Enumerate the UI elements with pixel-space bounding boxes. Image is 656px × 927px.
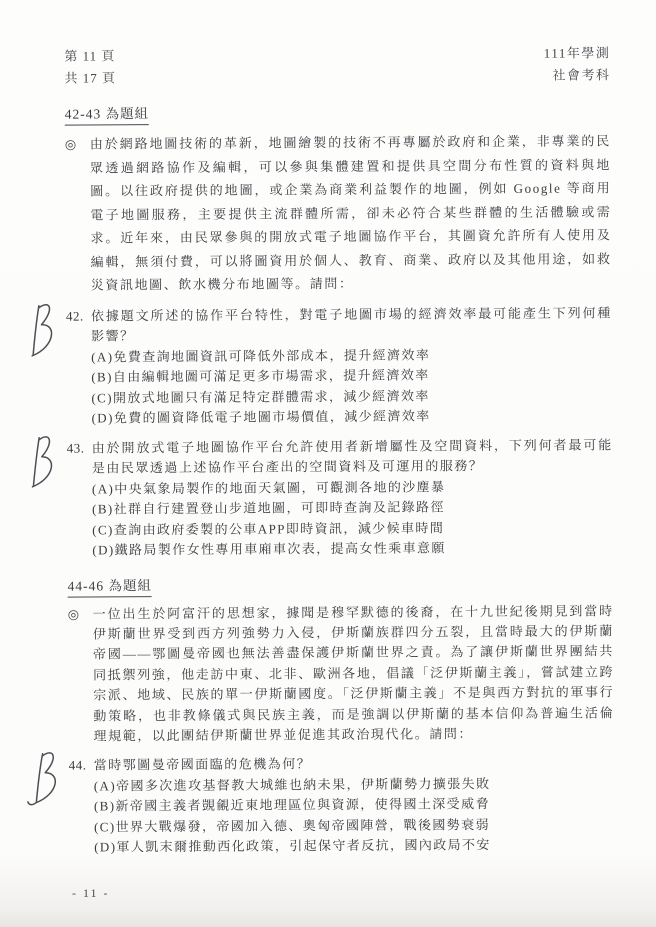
option-b: (B)自由編輯地圖可滿足更多市場需求，提升經濟效率: [91, 367, 430, 385]
question-number: 44.: [68, 757, 87, 773]
passage: [68, 601, 615, 747]
question-43: [67, 435, 614, 561]
handwritten-answer-B-icon: [22, 300, 58, 362]
handwritten-answer-B-icon: [23, 432, 59, 494]
question-stem-row: [67, 435, 613, 479]
option-a: (A)帝國多次進攻基督教大城維也納未果，伊斯蘭勢力擴張失敗: [93, 775, 491, 794]
option-c: (C)世界大戰爆發，帝國加入德、奧匈帝國陣營，戰後國勢衰弱: [94, 816, 491, 835]
option-c: (C)查詢由政府委製的公車APP即時資訊，減少候車時間: [92, 519, 445, 537]
question-44: [69, 753, 616, 859]
passage-marker-icon: ◎: [64, 136, 77, 152]
group-title: 44-46 為題組: [68, 576, 153, 598]
exam-subject-label: 社會考科: [552, 67, 611, 83]
handwritten-answer-B-icon: [25, 750, 61, 812]
passage: [65, 129, 612, 297]
option-list: [67, 476, 613, 561]
question-stem: 依據題文所述的協作平台特性，對電子地圖市場的經濟效率最可能產生下列何種影響？: [90, 304, 612, 344]
question-number: 42.: [65, 307, 84, 324]
question-stem-row: [66, 303, 612, 347]
option-a: (A)免費查詢地圖資訊可降低外部成本，提升經濟效率: [91, 346, 431, 364]
question-group-42-43: [65, 86, 614, 561]
passage-marker-icon: ◎: [67, 606, 80, 622]
option-list: [66, 344, 612, 429]
question-stem-row: [69, 753, 615, 777]
question-stem: 由於開放式電子地圖協作平台允許使用者新增屬性及空間資料，下列何者最可能是由民眾透過上述協作平台產出的空間資料及可運用的服務？: [91, 436, 613, 476]
page-current-label: 第 11 頁: [64, 48, 116, 64]
passage-text: 由於網路地圖技術的革新，地圖繪製的技術不再專屬於政府和企業，非專業的民眾透過網路協作及編輯，可以參與集體建置和提供具空間分布性質的資料與地圖。以往政府提供的地圖，或企業為商業利益製作的地圖，例如 Google 等商用電子地圖服務，主要提供主流群體所需，卻未必符合某些群體的生活體驗或需求。近年來，由民眾參與的開放式電子地圖協作平台，其圖資允許所有人使用及編輯，無須付費，可以將圖資用於個人、教育、商業、政府以及其他用途，如救災資訊地圖、飲水機分布地圖等。請問：: [89, 133, 612, 293]
passage-text: 一位出生於阿富汗的思想家，據聞是穆罕默德的後裔，在十九世紀後期見到當時伊斯蘭世界受到西方列強勢力入侵，伊斯蘭族群四分五裂，且當時最大的伊斯蘭帝國——鄂圖曼帝國也無法善盡保護伊斯蘭世界之責。為了讓伊斯蘭世界團結共同抵禦列強，他走訪中東、北非、歐洲各地，倡議「泛伊斯蘭主義」，嘗試建立跨宗派、地域、民族的單一伊斯蘭國度。「泛伊斯蘭主義」不是與西方對抗的軍事行動策略，也非教條儀式與民族主義，而是強調以伊斯蘭的基本信仰為普遍生活倫理規範，以此團結伊斯蘭世界並促進其政治現代化。請問：: [92, 602, 615, 744]
option-b: (B)社群自行建置登山步道地圖，可即時查詢及記錄路徑: [92, 499, 445, 517]
option-d: (D)免費的圖資降低電子地圖市場價值，減少經濟效率: [91, 408, 431, 426]
question-number: 43.: [66, 439, 85, 456]
question-stem: 當時鄂圖曼帝國面臨的危機為何？: [93, 756, 312, 773]
page-total-label: 共 17 頁: [64, 70, 117, 86]
question-42: [66, 303, 613, 429]
footer-page-number: - 11 -: [72, 886, 110, 900]
page-number-block: [64, 45, 116, 89]
page-header: [64, 42, 610, 89]
option-c: (C)開放式地圖只有滿足特定群體需求，減少經濟效率: [91, 387, 430, 405]
exam-title-block: [544, 42, 611, 86]
exam-year-label: 111年學測: [543, 45, 611, 61]
option-d: (D)軍人凱末爾推動西化政策，引起保守者反抗，國內政局不安: [94, 837, 491, 855]
question-group-44-46: [67, 558, 615, 859]
option-d: (D)鐵路局製作女性專用車廂車次表，提高女性乘車意願: [92, 540, 446, 558]
group-title: 42-43 為題組: [65, 104, 150, 126]
option-list: [69, 773, 615, 858]
option-a: (A)中央氣象局製作的地面天氣圖，可觀測各地的沙塵暴: [91, 478, 446, 496]
option-b: (B)新帝國主義者覬覦近東地理區位與資源，使得國土深受威脅: [93, 796, 490, 814]
